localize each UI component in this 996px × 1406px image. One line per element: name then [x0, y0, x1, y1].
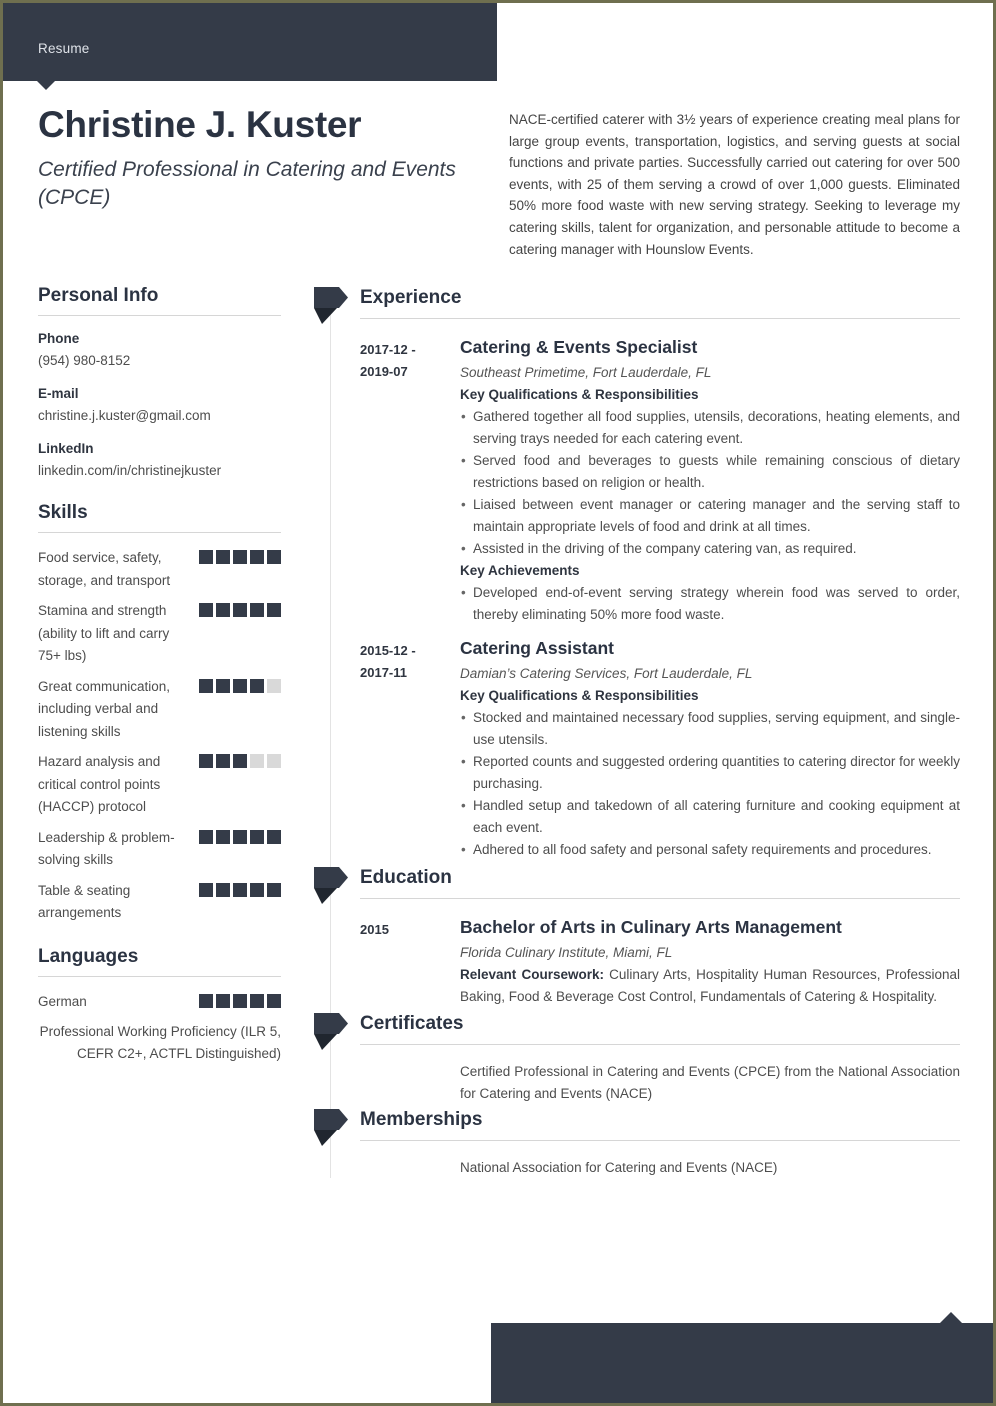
- language-name: German: [38, 993, 87, 1009]
- rating-square-filled: [250, 830, 264, 844]
- coursework-text: Culinary Arts, Hospitality Human Resources, Professional Baking, Food & Beverage Cost Control, Fundamentals of Catering & Hospitality.: [460, 967, 960, 1004]
- rating-square-filled: [233, 679, 247, 693]
- section-heading-certificates: Certificates: [360, 1013, 464, 1034]
- skill-rating: [199, 751, 281, 768]
- entry-dates-empty: [360, 1157, 460, 1179]
- language-item: [38, 991, 281, 1014]
- section-certificates: [310, 1012, 960, 1105]
- skill-rating: [199, 547, 281, 564]
- skill-rating: [199, 827, 281, 844]
- language-proficiency-note: Professional Working Proficiency (ILR 5, CEFR C2+, ACTFL Distinguished): [39, 1024, 281, 1061]
- responsibility-list: [460, 707, 960, 861]
- rating-square-filled: [233, 994, 247, 1008]
- rating-square-filled: [216, 550, 230, 564]
- rating-square-empty: [267, 754, 281, 768]
- rating-square-empty: [250, 754, 264, 768]
- section-education: [310, 866, 960, 1008]
- membership-item: National Association for Catering and Events (NACE): [460, 1160, 778, 1175]
- skill-item: [38, 880, 281, 925]
- date-to: 2019-07: [360, 364, 408, 379]
- candidate-name: Christine J. Kuster: [38, 104, 362, 145]
- profile-summary: NACE-certified caterer with 3½ years of experience creating meal plans for large group events, transportation, logistics, and serving guests at social functions and private parties. Successfully carried out catering for over 500 events, with 25 of them serving a crowd of over 1,000 guests. Eliminated 50% more food waste with new serving strategy. Seeking to leverage my catering skills, talent for organization, and personable attitude to become a catering manager with Hounslow Events.: [509, 112, 960, 257]
- skill-name: Stamina and strength (ability to lift and carry 75+ lbs): [38, 603, 170, 663]
- rating-square-filled: [250, 550, 264, 564]
- candidate-title: Certified Professional in Catering and Events (CPCE): [38, 158, 456, 209]
- skill-name: Great communication, including verbal and listening skills: [38, 678, 171, 739]
- education-entry: [360, 915, 960, 1008]
- school-name: Florida Culinary Institute, Miami, FL: [460, 945, 673, 960]
- entry-dates-empty: [360, 1061, 460, 1105]
- section-flag-icon: [314, 1107, 348, 1147]
- achievement-list: [460, 582, 960, 626]
- job-company: Southeast Primetime, Fort Lauderdale, FL: [460, 365, 712, 380]
- email-value: christine.j.kuster@gmail.com: [38, 408, 211, 423]
- phone-value: (954) 980-8152: [38, 353, 131, 368]
- achievements-label: Key Achievements: [460, 563, 580, 578]
- job-title: Catering & Events Specialist: [460, 337, 698, 357]
- rating-square-filled: [250, 679, 264, 693]
- degree-title: Bachelor of Arts in Culinary Arts Management: [460, 917, 842, 937]
- skill-item: [38, 600, 281, 668]
- rating-square-filled: [233, 550, 247, 564]
- skill-name: Leadership & problem-solving skills: [38, 829, 175, 867]
- achievement-item: • Developed end-of-event serving strategy wherein food was served to order, thereby eliminating 50% more food waste.: [460, 582, 960, 626]
- section-heading-personal-info: Personal Info: [38, 284, 281, 316]
- rating-square-filled: [199, 550, 213, 564]
- coursework: [460, 964, 960, 1008]
- rating-square-filled: [250, 994, 264, 1008]
- header-banner: [3, 3, 497, 81]
- rating-square-filled: [267, 550, 281, 564]
- footer-banner: [491, 1323, 993, 1403]
- entry-dates: [360, 636, 460, 861]
- job-company: Damian’s Catering Services, Fort Lauderdale, FL: [460, 666, 753, 681]
- skill-name: Hazard analysis and critical control points (HACCP) protocol: [38, 754, 161, 814]
- rating-square-filled: [199, 603, 213, 617]
- rating-square-filled: [199, 679, 213, 693]
- skill-item: [38, 751, 281, 819]
- section-heading-languages: Languages: [38, 945, 281, 977]
- responsibility-item: • Gathered together all food supplies, utensils, decorations, heating elements, and serving trays needed for each catering event.: [460, 406, 960, 450]
- rating-square-filled: [267, 994, 281, 1008]
- skill-name: Table & seating arrangements: [38, 882, 131, 920]
- section-heading-experience: Experience: [360, 287, 462, 308]
- rating-square-filled: [199, 830, 213, 844]
- rating-square-filled: [233, 830, 247, 844]
- rating-square-filled: [233, 883, 247, 897]
- skill-item: [38, 827, 281, 872]
- section-heading-skills: Skills: [38, 501, 281, 533]
- skill-rating: [199, 600, 281, 617]
- rating-square-filled: [216, 754, 230, 768]
- skill-name: Food service, safety, storage, and transport: [38, 550, 171, 588]
- experience-entry: [360, 335, 960, 626]
- rating-square-filled: [216, 679, 230, 693]
- skill-item: [38, 676, 281, 744]
- date-from: 2015-12 -: [360, 643, 416, 658]
- responsibilities-label: Key Qualifications & Responsibilities: [460, 688, 699, 703]
- rating-square-filled: [216, 603, 230, 617]
- responsibility-item: • Reported counts and suggested ordering quantities to catering director for weekly purchasing.: [460, 751, 960, 795]
- field-label: Phone: [38, 331, 80, 346]
- section-flag-icon: [314, 865, 348, 905]
- language-rating: [199, 991, 281, 1008]
- rating-square-filled: [199, 994, 213, 1008]
- field-label: LinkedIn: [38, 441, 94, 456]
- certificate-item: Certified Professional in Catering and Events (CPCE) from the National Association for Catering and Events (NACE): [460, 1064, 960, 1101]
- skill-item: [38, 547, 281, 592]
- section-experience: [310, 286, 960, 861]
- date-to: 2017-11: [360, 665, 407, 680]
- coursework-label: Relevant Coursework:: [460, 967, 604, 982]
- up-arrow-icon: [940, 1312, 962, 1323]
- responsibility-list: [460, 406, 960, 560]
- section-heading-memberships: Memberships: [360, 1109, 483, 1130]
- rating-square-filled: [216, 883, 230, 897]
- sidebar: [38, 284, 281, 1065]
- rating-square-filled: [216, 994, 230, 1008]
- linkedin-value: linkedin.com/in/christinejkuster: [38, 463, 222, 478]
- entry-dates: [360, 915, 460, 1008]
- responsibility-item: • Liaised between event manager or catering manager and the serving staff to maintain appropriate levels of food and drink at all times.: [460, 494, 960, 538]
- date-from: 2017-12 -: [360, 342, 416, 357]
- certificate-entry: [360, 1061, 960, 1105]
- section-heading-education: Education: [360, 867, 452, 888]
- personal-info-field-linkedin: [38, 439, 281, 481]
- document-tab-label: Resume: [38, 41, 90, 56]
- job-title: Catering Assistant: [460, 638, 614, 658]
- rating-square-filled: [267, 603, 281, 617]
- rating-square-empty: [267, 679, 281, 693]
- experience-entry: [360, 636, 960, 861]
- main-column: [310, 286, 960, 1386]
- membership-entry: [360, 1157, 960, 1179]
- responsibilities-label: Key Qualifications & Responsibilities: [460, 387, 699, 402]
- language-list: [38, 991, 281, 1066]
- rating-square-filled: [233, 603, 247, 617]
- responsibility-item: • Stocked and maintained necessary food supplies, serving equipment, and single-use utensils.: [460, 707, 960, 751]
- rating-square-filled: [267, 883, 281, 897]
- personal-info-field-email: [38, 384, 281, 426]
- rating-square-filled: [267, 830, 281, 844]
- responsibility-item: • Adhered to all food safety and personal safety requirements and procedures.: [460, 839, 960, 861]
- skill-rating: [199, 880, 281, 897]
- rating-square-filled: [250, 883, 264, 897]
- entry-dates: [360, 335, 460, 626]
- rating-square-filled: [199, 883, 213, 897]
- section-flag-icon: [314, 285, 348, 325]
- rating-square-filled: [216, 830, 230, 844]
- skill-list: [38, 547, 281, 925]
- field-label: E-mail: [38, 386, 79, 401]
- personal-info-field-phone: [38, 329, 281, 371]
- section-memberships: [310, 1108, 960, 1179]
- responsibility-item: • Served food and beverages to guests while remaining conscious of dietary restrictions based on religion or health.: [460, 450, 960, 494]
- skill-rating: [199, 676, 281, 693]
- rating-square-filled: [250, 603, 264, 617]
- banner-notch: [37, 81, 55, 90]
- section-flag-icon: [314, 1011, 348, 1051]
- rating-square-filled: [233, 754, 247, 768]
- date: 2015: [360, 922, 389, 937]
- responsibility-item: • Assisted in the driving of the company catering van, as required.: [460, 538, 960, 560]
- rating-square-filled: [199, 754, 213, 768]
- responsibility-item: • Handled setup and takedown of all catering furniture and cooking equipment at each event.: [460, 795, 960, 839]
